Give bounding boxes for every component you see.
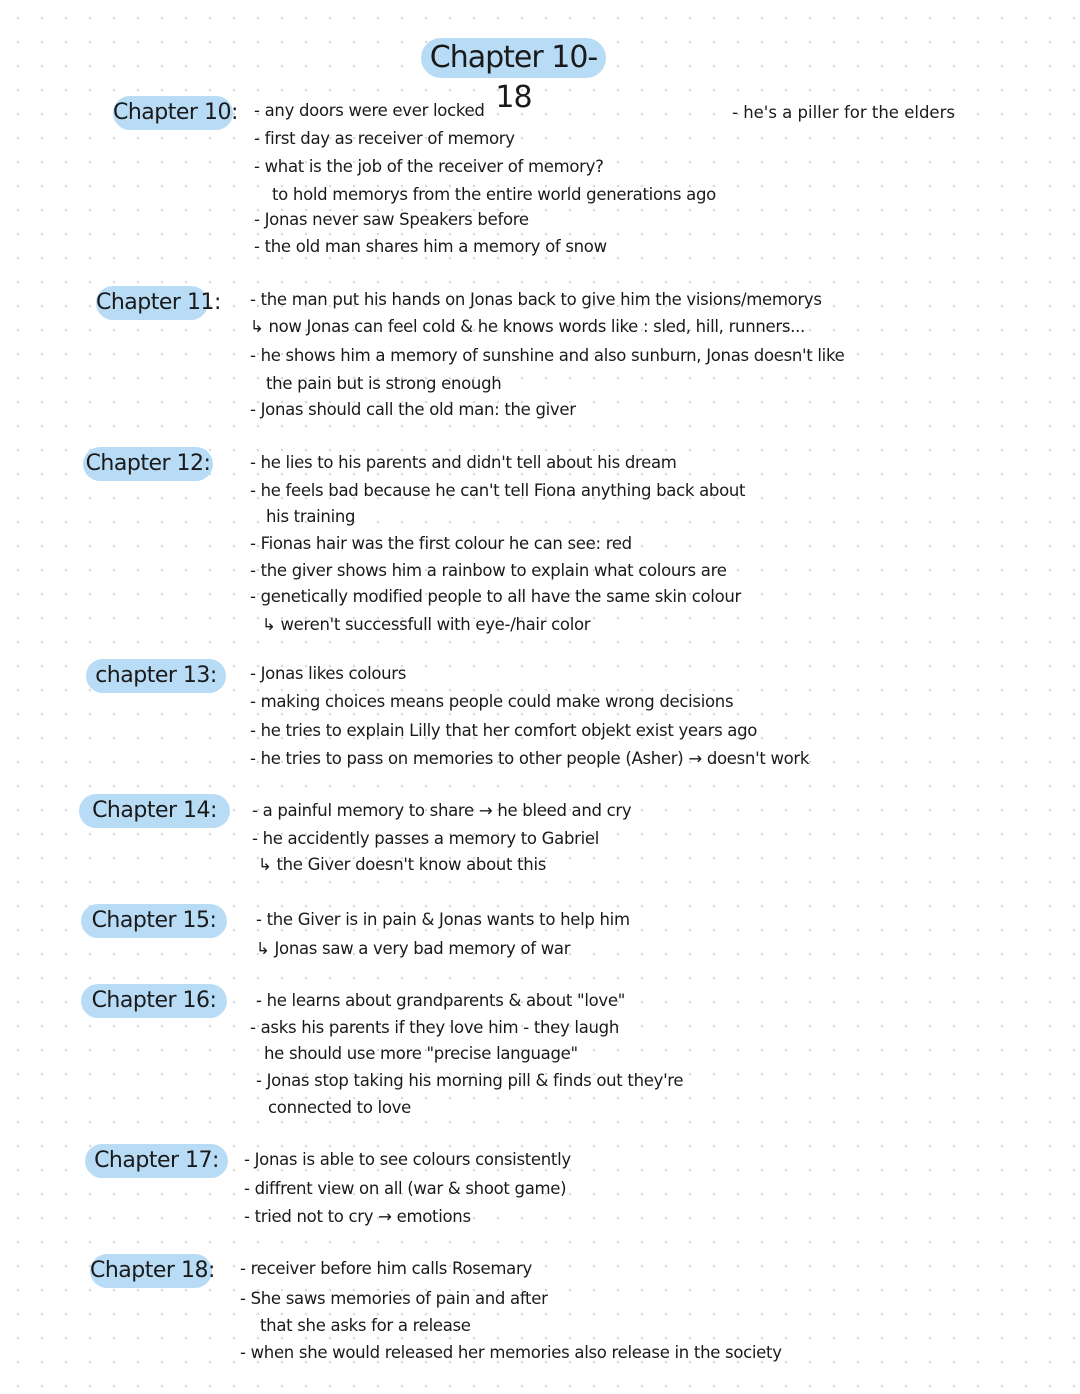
note-line: - what is the job of the receiver of memory? (254, 157, 604, 176)
note-line: ↳ weren't successfull with eye-/hair color (262, 615, 591, 634)
note-line: ↳ now Jonas can feel cold & he knows words like : sled, hill, runners... (250, 317, 805, 336)
note-line: - when she would released her memories also release in the society (240, 1343, 782, 1362)
note-line: - he learns about grandparents & about "love" (256, 991, 626, 1010)
note-line: - the man put his hands on Jonas back to give him the visions/memorys (250, 290, 822, 309)
chapter-label: chapter 13: (86, 659, 226, 693)
page-title: Chapter 10-18 (421, 38, 606, 78)
side-note: - he's a piller for the elders (732, 103, 955, 122)
chapter-label: Chapter 16: (81, 984, 227, 1018)
note-line: - receiver before him calls Rosemary (240, 1259, 532, 1278)
chapter-label: Chapter 12: (83, 447, 213, 481)
note-line: - he feels bad because he can't tell Fiona anything back about (250, 481, 746, 500)
note-line: his training (266, 507, 356, 526)
note-line: - any doors were ever locked (254, 101, 485, 120)
note-line: the pain but is strong enough (266, 374, 502, 393)
note-line: - a painful memory to share → he bleed and cry (252, 801, 632, 820)
note-line: - the old man shares him a memory of snow (254, 237, 607, 256)
note-line: - tried not to cry → emotions (244, 1207, 471, 1226)
note-line: - the giver shows him a rainbow to explain what colours are (250, 561, 727, 580)
chapter-label: Chapter 14: (79, 794, 230, 828)
note-line: - he tries to explain Lilly that her comfort objekt exist years ago (250, 721, 758, 740)
note-line: - asks his parents if they love him - they laugh (250, 1018, 620, 1037)
note-line: - he lies to his parents and didn't tell about his dream (250, 453, 677, 472)
note-line: - She saws memories of pain and after (240, 1289, 548, 1308)
note-line: - he shows him a memory of sunshine and also sunburn, Jonas doesn't like (250, 346, 845, 365)
note-line: - making choices means people could make wrong decisions (250, 692, 734, 711)
chapter-label: Chapter 15: (81, 904, 227, 938)
note-line: - he accidently passes a memory to Gabriel (252, 829, 600, 848)
note-line: to hold memorys from the entire world generations ago (272, 185, 716, 204)
note-line: - first day as receiver of memory (254, 129, 515, 148)
chapter-label: Chapter 18: (90, 1254, 212, 1288)
chapter-label: Chapter 17: (85, 1144, 228, 1178)
note-line: connected to love (268, 1098, 411, 1117)
note-line: - he tries to pass on memories to other people (Asher) → doesn't work (250, 749, 810, 768)
note-line: - diffrent view on all (war & shoot game) (244, 1179, 567, 1198)
note-line: ↳ the Giver doesn't know about this (258, 855, 547, 874)
note-line: - Fionas hair was the first colour he can see: red (250, 534, 632, 553)
note-line: - genetically modified people to all have the same skin colour (250, 587, 741, 606)
note-line: he should use more "precise language" (264, 1044, 578, 1063)
note-line: - Jonas should call the old man: the giver (250, 400, 576, 419)
chapter-label: Chapter 11: (96, 286, 208, 320)
note-line: - the Giver is in pain & Jonas wants to help him (256, 910, 630, 929)
note-line: - Jonas stop taking his morning pill & finds out they're (256, 1071, 684, 1090)
note-line: - Jonas is able to see colours consistently (244, 1150, 571, 1169)
note-line: - Jonas likes colours (250, 664, 407, 683)
note-line: that she asks for a release (260, 1316, 471, 1335)
chapter-label: Chapter 10: (113, 96, 233, 130)
note-line: ↳ Jonas saw a very bad memory of war (256, 939, 571, 958)
note-line: - Jonas never saw Speakers before (254, 210, 529, 229)
